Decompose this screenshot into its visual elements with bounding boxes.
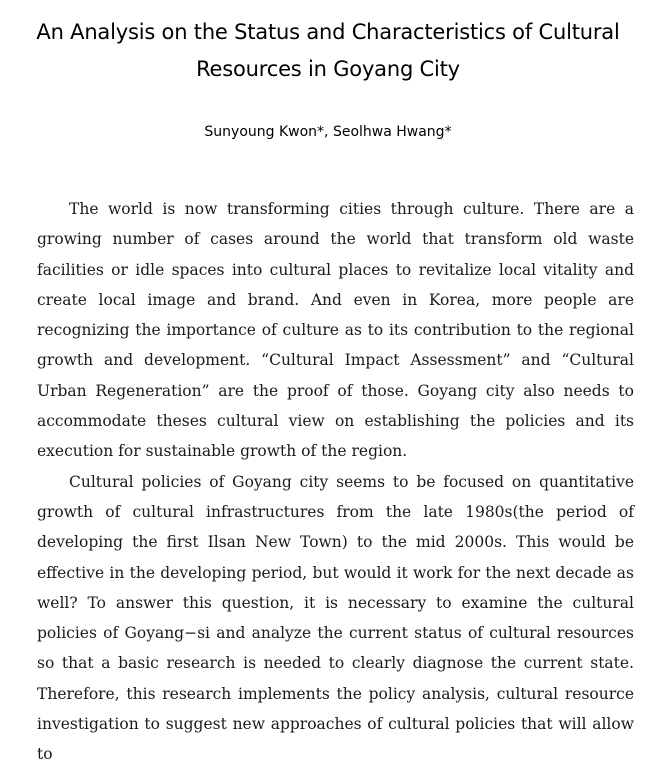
paragraph: Cultural policies of Goyang city seems to be focused on quantitative growth of cultural infrastructures from the late 1980s(the period of developing the first Ilsan New Town) to the mid 2000s. This would be effective in the developing period, but would it work for the next decade as well? To answer this question, it is necessary to examine the cultural policies of Goyang−si and analyze the current status of cultural resources so that a basic research is needed to clearly diagnose the current state. Therefore, this research implements the policy analysis, cultural resource investigation to suggest new approaches of cultural policies that will allow to [37, 472, 634, 764]
paper-title [0, 14, 656, 88]
paragraph: The world is now transforming cities through culture. There are a growing number of cases around the world that transform old waste facilities or idle spaces into cultural places to revitalize local vitality and create local image and brand. And even in Korea, more people are recognizing the importance of culture as to its contribution to the regional growth and development. “Cultural Impact Assessment” and “Cultural Urban Regeneration” are the proof of those. Goyang city also needs to accommodate theses cultural view on establishing the policies and its execution for sustainable growth of the region. [37, 200, 634, 461]
paper-title-line-1: An Analysis on the Status and Characteristics of Cultural [36, 20, 620, 44]
abstract-body [37, 194, 634, 770]
author-list: Sunyoung Kwon*, Seolhwa Hwang* [204, 124, 452, 140]
paper-title-line-2: Resources in Goyang City [196, 57, 460, 81]
